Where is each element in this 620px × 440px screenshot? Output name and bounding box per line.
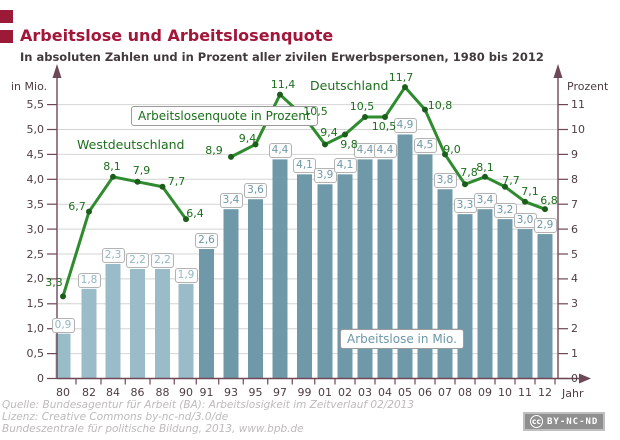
bar-value-05: 4,9 (394, 118, 417, 133)
rate-value-80: 3,3 (45, 275, 63, 289)
rate-point-84 (110, 174, 116, 180)
x-axis-arrow-icon (579, 374, 591, 384)
rate-point-93 (228, 154, 234, 160)
left-tick-label-5,0: 5,0 (26, 123, 44, 136)
x-tick-label-99: 99 (297, 386, 312, 399)
rate-value-90: 6,4 (186, 206, 204, 220)
rate-point-02 (342, 131, 348, 137)
bar-99 (297, 174, 312, 378)
rate-value-95: 9,4 (238, 131, 257, 145)
x-tick-label-05: 05 (398, 386, 412, 399)
x-tick-label-02: 02 (338, 386, 352, 399)
left-tick-label-1,5: 1,5 (26, 297, 44, 311)
left-tick-label-0: 0 (37, 372, 44, 385)
rate-point-95 (253, 141, 259, 147)
page-subtitle: In absoluten Zahlen und in Prozent aller zivilen Erwerbspersonen, 1980 bis 2012 (20, 50, 544, 64)
rate-point-07 (442, 151, 448, 157)
legend-bars-box: Arbeitslose in Mio. (340, 329, 464, 349)
rate-point-06 (422, 107, 428, 113)
rate-point-08 (462, 181, 468, 187)
left-tick-label-0,5: 0,5 (26, 347, 44, 361)
rate-value-10: 7,7 (502, 174, 520, 188)
bar-value-10: 3,2 (494, 203, 517, 218)
left-tick-label-4,0: 4,0 (26, 172, 44, 186)
rate-point-80 (60, 293, 66, 299)
rate-value-09: 8,1 (476, 161, 494, 175)
x-tick-label-08: 08 (458, 386, 472, 399)
x-tick-label-09: 09 (478, 386, 492, 399)
x-axis-unit-label: Jahr (562, 387, 584, 400)
x-tick-label-10: 10 (498, 386, 512, 399)
bar-95 (248, 199, 263, 378)
x-tick-label-12: 12 (538, 386, 552, 399)
bar-value-93: 3,4 (220, 193, 243, 208)
bar-86 (130, 269, 145, 379)
x-tick-label-95: 95 (248, 386, 263, 399)
rate-value-04: 10,5 (371, 119, 397, 133)
x-tick-label-11: 11 (518, 386, 532, 399)
x-tick-label-86: 86 (130, 386, 145, 399)
cc-license-label: BY-NC-ND (547, 416, 599, 427)
bar-01 (318, 184, 333, 378)
bar-value-12: 2,9 (534, 218, 557, 233)
x-tick-label-91: 91 (199, 386, 214, 399)
right-tick-label-2: 2 (571, 322, 578, 336)
rate-value-08: 7,8 (460, 165, 478, 179)
left-tick-label-4,5: 4,5 (26, 147, 44, 161)
bar-91 (199, 249, 214, 378)
rate-value-86: 7,9 (132, 164, 151, 178)
bar-value-08: 3,3 (454, 198, 477, 213)
right-axis-arrow-icon (554, 64, 563, 78)
right-tick-label-8: 8 (571, 172, 578, 186)
bar-value-04: 4,4 (374, 143, 397, 158)
x-tick-label-07: 07 (438, 386, 452, 399)
right-tick-label-10: 10 (571, 123, 585, 136)
bar-value-11: 3,0 (514, 213, 537, 228)
bar-value-95: 3,6 (244, 183, 267, 198)
x-tick-label-88: 88 (155, 386, 170, 399)
page-title: Arbeitslose und Arbeitslosenquote (20, 26, 334, 45)
x-tick-label-90: 90 (179, 386, 193, 399)
bar-04 (378, 159, 393, 378)
legend-quote-box: Arbeitslosenquote in Prozent (131, 106, 318, 126)
rate-point-82 (86, 209, 92, 215)
rate-value-01: 9,4 (320, 125, 338, 139)
rate-value-99: 10,5 (303, 104, 328, 118)
bar-value-02: 4,1 (334, 158, 357, 173)
rate-point-01 (322, 141, 328, 147)
left-axis-unit-label: in Mio. (11, 80, 48, 93)
x-tick-label-04: 04 (378, 386, 392, 399)
rate-point-12 (542, 206, 548, 212)
bar-value-80: 0,9 (52, 318, 75, 333)
x-tick-label-80: 80 (56, 386, 70, 399)
rate-point-05 (402, 84, 408, 90)
bar-84 (106, 264, 121, 379)
bar-value-99: 4,1 (293, 158, 316, 173)
left-tick-label-1,0: 1,0 (26, 322, 44, 336)
right-tick-label-11: 11 (571, 98, 585, 112)
right-tick-label-7: 7 (571, 197, 578, 211)
bar-value-82: 1,8 (78, 273, 101, 288)
bar-value-03: 4,4 (354, 143, 377, 158)
right-tick-label-1: 1 (571, 347, 578, 361)
bar-11 (518, 229, 533, 378)
left-tick-label-3,0: 3,0 (26, 222, 44, 236)
annotation-westdeutschland: Westdeutschland (77, 137, 185, 152)
bar-10 (498, 219, 513, 378)
rate-point-99 (302, 114, 308, 120)
x-tick-label-01: 01 (318, 386, 332, 399)
rate-value-97: 11,4 (270, 78, 296, 92)
rate-value-93: 8,9 (205, 144, 223, 158)
bar-80 (56, 334, 71, 379)
bar-value-06: 4,5 (414, 138, 437, 153)
bar-88 (155, 269, 170, 379)
annotation-deutschland: Deutschland (310, 78, 389, 93)
bar-value-97: 4,4 (269, 143, 292, 158)
rate-point-11 (522, 199, 528, 205)
bar-03 (358, 159, 373, 378)
left-tick-label-2,5: 2,5 (26, 247, 44, 261)
right-tick-label-0: 0 (571, 372, 578, 385)
x-tick-label-03: 03 (358, 386, 372, 399)
bar-06 (418, 154, 433, 378)
rate-point-97 (277, 92, 283, 98)
bar-value-91: 2,6 (195, 233, 218, 248)
rate-value-88: 7,7 (167, 175, 186, 189)
right-tick-label-3: 3 (571, 297, 578, 311)
bar-97 (273, 159, 288, 378)
x-tick-label-82: 82 (82, 386, 96, 399)
x-tick-label-06: 06 (418, 386, 432, 399)
rate-value-05: 11,7 (388, 70, 414, 84)
bar-05 (398, 134, 413, 378)
left-tick-label-5,5: 5,5 (26, 98, 44, 112)
rate-value-11: 7,1 (521, 185, 539, 199)
bar-12 (538, 234, 553, 378)
x-tick-label-93: 93 (224, 386, 238, 399)
rate-point-88 (160, 184, 166, 190)
rate-point-86 (135, 179, 141, 185)
rate-value-02: 9,8 (340, 137, 358, 151)
rate-value-07: 9,0 (443, 142, 461, 156)
right-tick-label-5: 5 (571, 247, 578, 261)
rate-point-04 (382, 114, 388, 120)
bar-08 (458, 214, 473, 378)
left-axis-arrow-icon (53, 64, 62, 78)
footer-source: Quelle: Bundesagentur für Arbeit (BA): Arbeitslosigkeit im Zeitverlauf 02/2013 (2, 399, 415, 411)
bar-09 (478, 209, 493, 378)
bar-value-09: 3,4 (474, 193, 497, 208)
right-tick-label-9: 9 (571, 147, 578, 161)
bar-82 (82, 289, 97, 379)
rate-point-09 (482, 174, 488, 180)
bar-value-07: 3,8 (434, 173, 457, 188)
bar-value-90: 1,9 (175, 268, 198, 283)
rate-value-03: 10,5 (349, 99, 375, 113)
x-tick-label-97: 97 (273, 386, 287, 399)
footer-license: Lizenz: Creative Commons by-nc-nd/3.0/de (2, 411, 229, 423)
left-tick-label-3,5: 3,5 (26, 197, 44, 211)
rate-value-82: 6,7 (68, 200, 86, 214)
right-tick-label-4: 4 (571, 272, 578, 286)
cc-license-badge[interactable] (523, 412, 605, 431)
bar-value-84: 2,3 (102, 248, 125, 263)
bar-value-88: 2,2 (151, 253, 174, 268)
rate-value-06: 10,8 (427, 99, 453, 113)
cc-icon: cc (530, 415, 543, 428)
right-axis-unit-label: Prozent (567, 80, 609, 93)
rate-point-90 (183, 216, 189, 222)
bar-07 (438, 189, 453, 378)
bar-02 (338, 174, 353, 378)
rate-point-10 (502, 184, 508, 190)
bar-value-86: 2,2 (126, 253, 149, 268)
rate-value-84: 8,1 (103, 160, 121, 174)
rate-point-03 (362, 114, 368, 120)
right-tick-label-6: 6 (571, 222, 578, 236)
bar-90 (179, 284, 194, 379)
left-tick-label-2,0: 2,0 (26, 272, 44, 286)
bar-value-01: 3,9 (314, 168, 337, 183)
rate-value-12: 6,8 (540, 193, 558, 207)
x-tick-label-84: 84 (106, 386, 120, 399)
footer-publisher: Bundeszentrale für politische Bildung, 2013, www.bpb.de (2, 423, 304, 435)
bar-93 (224, 209, 239, 378)
